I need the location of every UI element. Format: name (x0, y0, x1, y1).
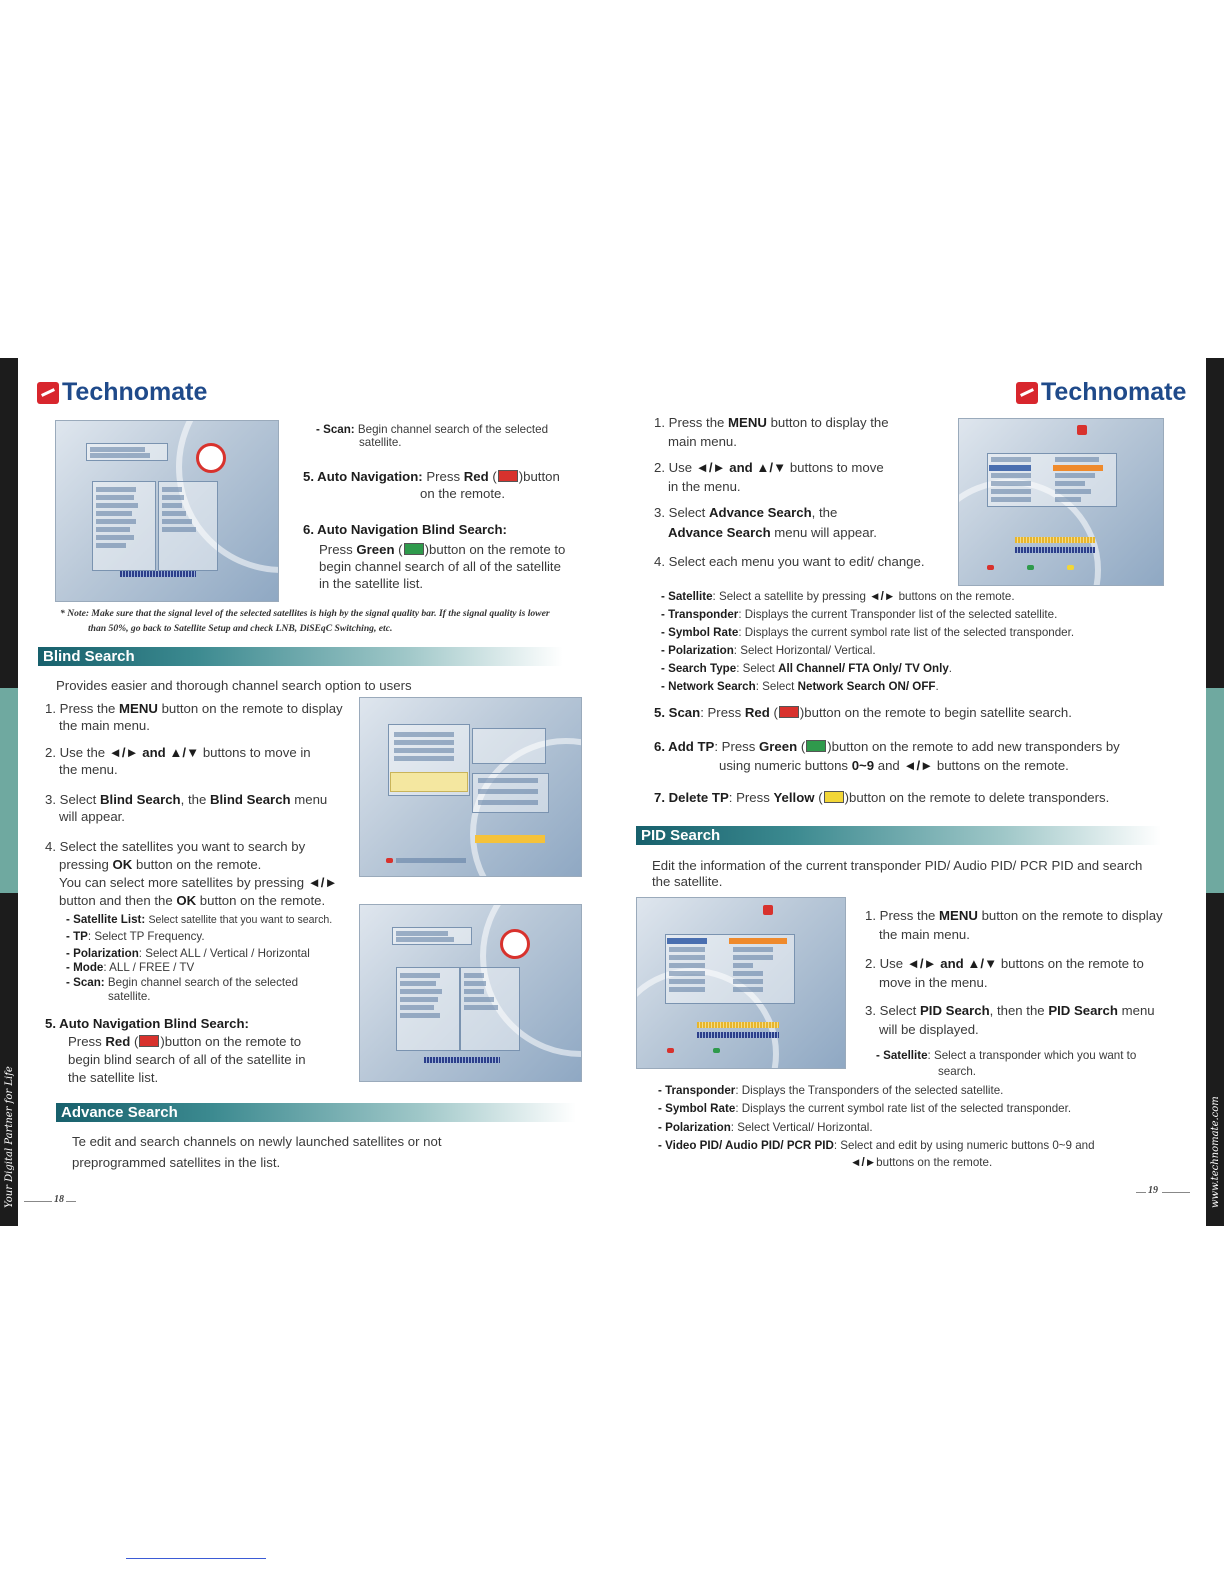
blind-step-3: 3. Select Blind Search, the Blind Search menu (45, 792, 328, 807)
blind-step-2: 2. Use the ◄/► and ▲/▼ buttons to move in (45, 745, 311, 760)
pid-step-1: 1. Press the MENU button on the remote to display (865, 908, 1163, 923)
pid-bullet-transponder: - Transponder: Displays the Transponders of the selected satellite. (658, 1084, 1004, 1097)
pid-step-1-line-2: the main menu. (879, 927, 970, 942)
scan-line: - Scan: Begin channel search of the selected (316, 423, 549, 436)
auto-navigation-blind-line-3: in the satellite list. (319, 576, 424, 591)
blind-search-menu-screenshot (359, 697, 582, 877)
pid-bullet-polarization: - Polarization: Select Vertical/ Horizontal. (658, 1121, 873, 1134)
auto-navigation-step: 5. Auto Navigation: Press Red ( )button (303, 469, 560, 484)
blind-step-5-heading: 5. Auto Navigation Blind Search: (45, 1016, 249, 1031)
adv-bullet-search-type: - Search Type: Select All Channel/ FTA Only/ TV Only. (661, 662, 953, 675)
spine-tagline: Your Digital Partner for Life (4, 1066, 15, 1208)
blind-step-4-line-4: button and then the OK button on the remote. (59, 893, 326, 908)
pid-search-header: PID Search (636, 826, 1161, 845)
page-number-left: 18 (54, 1194, 64, 1205)
left-spine (0, 358, 18, 1226)
advance-search-header: Advance Search (56, 1103, 576, 1122)
auto-navigation-blind-line: Press Green ( )button on the remote to (319, 542, 566, 557)
advance-step-3-line-2: Advance Search menu will appear. (668, 525, 877, 540)
footer-rule (126, 1558, 266, 1559)
blind-step-4-line-2: pressing OK button on the remote. (59, 857, 262, 872)
spine-website: www.technomate.com (1210, 1096, 1221, 1208)
adv-bullet-symbol-rate: - Symbol Rate: Displays the current symbol rate list of the selected transponder. (661, 626, 1075, 639)
brand-logo-left (37, 378, 207, 407)
spine-accent (0, 688, 18, 893)
red-button-icon (779, 706, 799, 718)
signal-note-2: than 50%, go back to Satellite Setup and check LNB, DiSEqC Switching, etc. (88, 623, 393, 634)
advance-step-6-line-2: using numeric buttons 0~9 and ◄/► buttons on the remote. (719, 758, 1069, 773)
green-button-icon (404, 543, 424, 555)
page-number-right: 19 (1148, 1185, 1158, 1196)
adv-bullet-satellite: - Satellite: Select a satellite by pressing ◄/► buttons on the remote. (661, 590, 1015, 603)
blind-search-header: Blind Search (38, 647, 563, 666)
blind-search-progress-screenshot (359, 904, 582, 1082)
spine-accent (1206, 688, 1224, 893)
bullet-tp: - TP: Select TP Frequency. (66, 930, 205, 943)
blind-step-4-line-3: You can select more satellites by pressing ◄/► (59, 875, 338, 890)
blind-step-3-line-2: will appear. (59, 809, 125, 824)
advance-step-4: 4. Select each menu you want to edit/ change. (654, 554, 925, 569)
blind-step-5: Press Red ( )button on the remote to (68, 1034, 302, 1049)
bullet-scan-line-2: satellite. (108, 990, 151, 1003)
brand-logo-right (1016, 378, 1186, 407)
adv-bullet-network-search: - Network Search: Select Network Search ON/ OFF. (661, 680, 939, 693)
page-number-rule (24, 1201, 52, 1202)
advance-search-menu-screenshot (958, 418, 1164, 586)
advance-step-7: 7. Delete TP: Press Yellow ( )button on the remote to delete transponders. (654, 790, 1110, 805)
signal-note: * Note: Make sure that the signal level of the selected satellites is high by the signal quality bar. If the signal quality is lower (60, 608, 550, 619)
right-spine (1206, 358, 1224, 1226)
pid-search-intro: Edit the information of the current transponder PID/ Audio PID/ PCR PID and search (652, 858, 1143, 873)
advance-step-2-line-2: in the menu. (668, 479, 741, 494)
brand-mark-icon (37, 382, 59, 404)
auto-navigation-line-2: on the remote. (420, 486, 506, 501)
pid-step-2: 2. Use ◄/► and ▲/▼ buttons on the remote to (865, 956, 1144, 971)
brand-name: Technomate (62, 378, 208, 406)
pid-bullet-video-pid: - Video PID/ Audio PID/ PCR PID: Select and edit by using numeric buttons 0~9 and (658, 1139, 1095, 1152)
adv-bullet-polarization: - Polarization: Select Horizontal/ Vertical. (661, 644, 876, 657)
advance-step-5: 5. Scan: Press Red ( )button on the remote to begin satellite search. (654, 705, 1072, 720)
pid-step-3-line-2: will be displayed. (879, 1022, 979, 1037)
pid-bullet-symbol-rate: - Symbol Rate: Displays the current symbol rate list of the selected transponder. (658, 1102, 1072, 1115)
blind-step-2-line-2: the menu. (59, 762, 118, 777)
red-button-icon (498, 470, 518, 482)
blind-step-1: 1. Press the MENU button on the remote to display (45, 701, 343, 716)
auto-navigation-blind-heading: 6. Auto Navigation Blind Search: (303, 522, 507, 537)
pid-bullet-satellite: - Satellite: Select a transponder which you want to (876, 1049, 1137, 1062)
green-button-icon (806, 740, 826, 752)
bullet-mode: - Mode: ALL / FREE / TV (66, 961, 195, 974)
scan-line-2: satellite. (359, 436, 402, 449)
channel-search-screenshot (55, 420, 279, 602)
brand-mark-icon (1016, 382, 1038, 404)
bullet-polarization: - Polarization: Select ALL / Vertical / Horizontal (66, 947, 310, 960)
advance-step-1: 1. Press the MENU button to display the (654, 415, 889, 430)
blind-step-1-line-2: the main menu. (59, 718, 150, 733)
advance-search-intro-2: preprogrammed satellites in the list. (72, 1155, 281, 1170)
blind-step-5-line-2: begin blind search of all of the satellite in (68, 1052, 306, 1067)
pid-search-intro-2: the satellite. (652, 874, 723, 889)
blind-step-5-line-3: the satellite list. (68, 1070, 159, 1085)
red-button-icon (139, 1035, 159, 1047)
advance-search-intro: Te edit and search channels on newly launched satellites or not (72, 1134, 442, 1149)
page-number-rule (1162, 1192, 1190, 1193)
adv-bullet-transponder: - Transponder: Displays the current Transponder list of the selected satellite. (661, 608, 1058, 621)
advance-step-3: 3. Select Advance Search, the (654, 505, 838, 520)
pid-step-2-line-2: move in the menu. (879, 975, 988, 990)
blind-step-4: 4. Select the satellites you want to search by (45, 839, 306, 854)
auto-navigation-blind-line-2: begin channel search of all of the satellite (319, 559, 561, 574)
yellow-button-icon (824, 791, 844, 803)
pid-search-menu-screenshot (636, 897, 846, 1069)
bullet-satellite-list: - Satellite List: Select satellite that you want to search. (66, 913, 333, 926)
advance-step-1-line-2: main menu. (668, 434, 737, 449)
bullet-scan: - Scan: Begin channel search of the selected (66, 976, 299, 989)
pid-bullet-satellite-line-2: search. (938, 1065, 977, 1078)
advance-step-2: 2. Use ◄/► and ▲/▼ buttons to move (654, 460, 884, 475)
advance-step-6: 6. Add TP: Press Green ( )button on the remote to add new transponders by (654, 739, 1120, 754)
pid-bullet-video-pid-line-2: ◄/►buttons on the remote. (850, 1156, 993, 1169)
blind-search-intro: Provides easier and thorough channel search option to users (56, 678, 412, 693)
page-number-rule (1136, 1192, 1146, 1193)
page-number-rule (66, 1201, 76, 1202)
brand-name: Technomate (1041, 378, 1187, 406)
pid-step-3: 3. Select PID Search, then the PID Search menu (865, 1003, 1155, 1018)
